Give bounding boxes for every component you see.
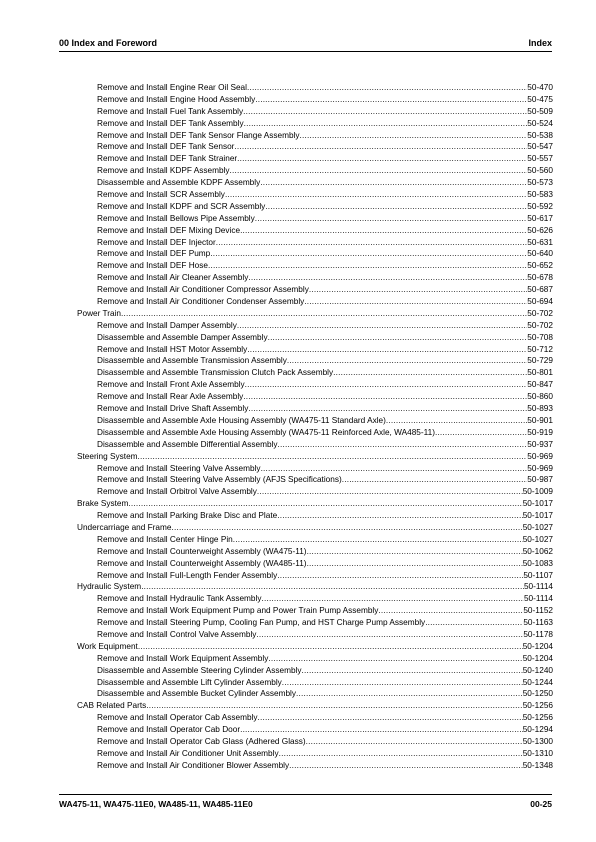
toc-entry-page: 50-1300	[522, 736, 553, 746]
table-of-contents	[77, 82, 553, 772]
toc-entry-title: Steering System	[77, 451, 138, 461]
dot-leader	[171, 522, 522, 534]
dot-leader	[141, 581, 524, 593]
dot-leader	[304, 296, 527, 308]
dot-leader	[261, 463, 528, 475]
toc-entry-page: 50-1294	[522, 725, 553, 735]
dot-leader	[243, 391, 527, 403]
page-footer	[59, 798, 552, 811]
toc-entry[interactable]	[77, 177, 553, 189]
dot-leader	[240, 724, 523, 736]
toc-entry-page: 50-1017	[522, 511, 553, 521]
dot-leader	[255, 94, 527, 106]
toc-entry[interactable]	[77, 403, 553, 415]
toc-entry[interactable]	[77, 617, 553, 629]
toc-entry[interactable]	[77, 474, 553, 486]
toc-entry-title: Remove and Install Counterweight Assembly (WA475-11)	[97, 546, 307, 556]
toc-entry-title: Remove and Install Steering Valve Assembly	[97, 463, 261, 473]
toc-entry-page: 50-678	[527, 273, 553, 283]
toc-entry-page: 50-901	[527, 415, 553, 425]
header-index-label: Index	[528, 38, 552, 48]
dot-leader	[248, 403, 527, 415]
toc-entry[interactable]	[77, 534, 553, 546]
toc-entry-page: 50-1009	[522, 487, 553, 497]
toc-entry-title: Remove and Install Rear Axle Assembly	[97, 392, 244, 402]
toc-entry[interactable]	[77, 510, 553, 522]
dot-leader	[282, 677, 523, 689]
dot-leader	[302, 665, 523, 677]
dot-leader	[265, 201, 527, 213]
dot-leader	[216, 237, 528, 249]
toc-entry[interactable]	[77, 320, 553, 332]
toc-entry-title: Remove and Install Damper Assembly	[97, 320, 237, 330]
toc-entry[interactable]	[77, 629, 553, 641]
dot-leader	[138, 451, 528, 463]
toc-entry-title: Remove and Install HST Motor Assembly	[97, 344, 248, 354]
toc-section-entry[interactable]	[77, 308, 553, 320]
toc-entry-title: Disassemble and Assemble Lift Cylinder Assembly	[97, 677, 282, 687]
toc-entry-page: 50-712	[527, 344, 553, 354]
dot-leader	[234, 141, 527, 153]
toc-entry[interactable]	[77, 367, 553, 379]
toc-entry-title: Remove and Install Fuel Tank Assembly	[97, 106, 244, 116]
toc-entry-title: Disassemble and Assemble Transmission Assembly	[97, 356, 287, 366]
toc-entry-title: CAB Related Parts	[77, 701, 147, 711]
dot-leader	[255, 213, 528, 225]
toc-entry-page: 50-919	[527, 427, 553, 437]
toc-entry-page: 50-631	[527, 237, 553, 247]
toc-entry[interactable]	[77, 677, 553, 689]
toc-entry-title: Remove and Install Operator Cab Assembly	[97, 713, 258, 723]
toc-entry[interactable]	[77, 593, 553, 605]
dot-leader	[261, 593, 523, 605]
toc-entry[interactable]	[77, 736, 553, 748]
toc-entry-page: 50-969	[527, 463, 553, 473]
toc-entry-page: 50-937	[527, 439, 553, 449]
toc-entry-title: Remove and Install DEF Hose	[97, 261, 208, 271]
header-rule	[59, 51, 552, 52]
dot-leader	[260, 177, 527, 189]
toc-entry-title: Remove and Install Bellows Pipe Assembly	[97, 213, 255, 223]
toc-entry-page: 50-801	[527, 368, 553, 378]
toc-entry[interactable]	[77, 665, 553, 677]
toc-entry-page: 50-687	[527, 285, 553, 295]
toc-entry-title: Disassemble and Assemble Transmission Clutch Pack Assembly	[97, 368, 334, 378]
dot-leader	[247, 344, 527, 356]
toc-entry[interactable]	[77, 439, 553, 451]
toc-entry[interactable]	[77, 427, 553, 439]
toc-entry-title: Remove and Install Steering Pump, Cooling Fan Pump, and HST Charge Pump Assembly	[97, 618, 426, 628]
toc-entry-title: Remove and Install Full-Length Fender Assembly	[97, 570, 278, 580]
toc-entry[interactable]	[77, 415, 553, 427]
toc-entry[interactable]	[77, 82, 553, 94]
toc-entry-title: Remove and Install SCR Assembly	[97, 190, 225, 200]
toc-entry-title: Remove and Install Work Equipment Pump and Power Train Pump Assembly	[97, 606, 379, 616]
toc-entry-title: Disassemble and Assemble Axle Housing Assembly (WA475-11 Standard Axle)	[97, 415, 386, 425]
toc-entry-page: 50-893	[527, 404, 553, 414]
dot-leader	[307, 546, 523, 558]
toc-entry-page: 50-1114	[523, 582, 553, 592]
toc-entry[interactable]	[77, 653, 553, 665]
toc-entry-page: 50-1114	[523, 594, 553, 604]
dot-leader	[378, 605, 523, 617]
toc-entry[interactable]	[77, 165, 553, 177]
page-header	[59, 37, 552, 50]
toc-entry-page: 50-1083	[522, 558, 553, 568]
toc-entry-page: 50-1240	[522, 665, 553, 675]
toc-entry[interactable]	[77, 213, 553, 225]
toc-entry-page: 50-640	[527, 249, 553, 259]
toc-entry-page: 50-1027	[522, 534, 553, 544]
toc-entry-title: Remove and Install DEF Tank Assembly	[97, 118, 244, 128]
toc-entry[interactable]	[77, 106, 553, 118]
dot-leader	[230, 165, 528, 177]
toc-entry-page: 50-560	[527, 166, 553, 176]
footer-model-list: WA475-11, WA475-11E0, WA485-11, WA485-11E0	[59, 799, 253, 809]
toc-entry-page: 50-702	[527, 308, 553, 318]
toc-entry-title: Remove and Install DEF Injector	[97, 237, 216, 247]
toc-entry-page: 50-694	[527, 297, 553, 307]
toc-section-entry[interactable]	[77, 700, 553, 712]
toc-section-entry[interactable]	[77, 522, 553, 534]
dot-leader	[386, 415, 527, 427]
toc-entry[interactable]	[77, 748, 553, 760]
toc-entry-page: 50-557	[527, 154, 553, 164]
toc-entry[interactable]	[77, 189, 553, 201]
toc-entry[interactable]	[77, 688, 553, 700]
toc-entry-page: 50-987	[527, 475, 553, 485]
toc-entry-page: 50-509	[527, 106, 553, 116]
toc-entry[interactable]	[77, 605, 553, 617]
dot-leader	[247, 82, 527, 94]
toc-entry[interactable]	[77, 237, 553, 249]
toc-entry-title: Disassemble and Assemble Differential Assembly	[97, 439, 278, 449]
toc-entry[interactable]	[77, 153, 553, 165]
toc-entry-page: 50-860	[527, 392, 553, 402]
toc-entry-title: Remove and Install Front Axle Assembly	[97, 380, 245, 390]
toc-entry[interactable]	[77, 391, 553, 403]
dot-leader	[210, 248, 527, 260]
toc-entry-page: 50-1256	[522, 713, 553, 723]
toc-entry[interactable]	[77, 379, 553, 391]
dot-leader	[225, 189, 527, 201]
dot-leader	[277, 570, 523, 582]
toc-entry-page: 50-1204	[522, 653, 553, 663]
toc-entry[interactable]	[77, 201, 553, 213]
toc-entry-title: Remove and Install Operator Cab Door	[97, 725, 241, 735]
toc-entry[interactable]	[77, 296, 553, 308]
toc-entry-title: Remove and Install Operator Cab Glass (Adhered Glass)	[97, 736, 306, 746]
toc-entry-title: Remove and Install Drive Shaft Assembly	[97, 404, 249, 414]
toc-entry-title: Remove and Install Orbitrol Valve Assembly	[97, 487, 257, 497]
dot-leader	[342, 474, 528, 486]
header-section-title: 00 Index and Foreword	[59, 38, 158, 48]
dot-leader	[289, 760, 523, 772]
dot-leader	[138, 641, 523, 653]
dot-leader	[208, 260, 527, 272]
toc-section-entry[interactable]	[77, 581, 553, 593]
dot-leader	[425, 617, 523, 629]
dot-leader	[278, 439, 528, 451]
toc-entry-page: 50-592	[527, 201, 553, 211]
toc-entry-title: Brake System	[77, 499, 129, 509]
toc-entry-title: Remove and Install Engine Rear Oil Seal	[97, 83, 247, 92]
toc-entry-title: Remove and Install Center Hinge Pin	[97, 534, 233, 544]
dot-leader	[146, 700, 522, 712]
toc-entry[interactable]	[77, 248, 553, 260]
toc-entry-page: 50-538	[527, 130, 553, 140]
toc-entry[interactable]	[77, 260, 553, 272]
dot-leader	[279, 748, 523, 760]
toc-entry-page: 50-1256	[522, 701, 553, 711]
toc-entry[interactable]	[77, 760, 553, 772]
toc-entry-page: 50-969	[527, 451, 553, 461]
toc-entry-page: 50-1310	[522, 748, 553, 758]
dot-leader	[307, 558, 523, 570]
toc-section-entry[interactable]	[77, 451, 553, 463]
toc-entry-page: 50-1062	[522, 546, 553, 556]
toc-entry-title: Remove and Install Control Valve Assembly	[97, 629, 257, 639]
dot-leader	[277, 510, 523, 522]
dot-leader	[435, 427, 527, 439]
toc-entry-title: Remove and Install Air Conditioner Compressor Assembly	[97, 285, 309, 295]
toc-entry-page: 50-1152	[523, 606, 553, 616]
dot-leader	[258, 712, 523, 724]
toc-entry-title: Remove and Install Steering Valve Assembly (AFJS Specifications)	[97, 475, 342, 485]
toc-entry-page: 50-1027	[522, 522, 553, 532]
toc-entry-page: 50-1348	[522, 760, 553, 770]
toc-entry-title: Disassemble and Assemble Bucket Cylinder Assembly	[97, 689, 297, 699]
toc-entry-title: Remove and Install Counterweight Assembly (WA485-11)	[97, 558, 307, 568]
toc-entry-title: Remove and Install Air Conditioner Unit Assembly	[97, 748, 279, 758]
toc-entry-page: 50-1163	[523, 618, 553, 628]
toc-entry-page: 50-547	[527, 142, 553, 152]
toc-entry-title: Power Train	[77, 308, 122, 318]
toc-entry[interactable]	[77, 272, 553, 284]
toc-entry-title: Remove and Install DEF Tank Sensor	[97, 142, 235, 152]
toc-entry-title: Remove and Install KDPF and SCR Assembly	[97, 201, 266, 211]
toc-entry-page: 50-583	[527, 190, 553, 200]
toc-entry-page: 50-1017	[522, 499, 553, 509]
toc-entry-page: 50-617	[527, 213, 553, 223]
toc-entry-title: Disassemble and Assemble Steering Cylinder Assembly	[97, 665, 302, 675]
dot-leader	[233, 534, 523, 546]
toc-entry[interactable]	[77, 94, 553, 106]
dot-leader	[243, 106, 527, 118]
toc-entry-page: 50-626	[527, 225, 553, 235]
toc-entry-title: Remove and Install Hydraulic Tank Assembly	[97, 594, 262, 604]
footer-rule	[59, 794, 552, 795]
toc-entry-page: 50-652	[527, 261, 553, 271]
toc-entry-page: 50-847	[527, 380, 553, 390]
dot-leader	[244, 118, 528, 130]
toc-entry[interactable]	[77, 558, 553, 570]
toc-entry[interactable]	[77, 225, 553, 237]
toc-entry-title: Remove and Install Air Cleaner Assembly	[97, 273, 249, 283]
toc-entry-title: Remove and Install DEF Tank Sensor Flange Assembly	[97, 130, 300, 140]
toc-entry[interactable]	[77, 570, 553, 582]
toc-entry-page: 50-1178	[523, 629, 553, 639]
toc-entry-page: 50-1204	[522, 641, 553, 651]
toc-entry[interactable]	[77, 712, 553, 724]
toc-entry-title: Remove and Install Air Conditioner Condenser Assembly	[97, 297, 305, 307]
toc-entry-title: Remove and Install Air Conditioner Blower Assembly	[97, 760, 290, 770]
toc-entry[interactable]	[77, 344, 553, 356]
toc-entry-title: Hydraulic System	[77, 582, 142, 592]
toc-entry-title: Work Equipment	[77, 641, 138, 651]
toc-section-entry[interactable]	[77, 641, 553, 653]
toc-entry-page: 50-470	[527, 83, 553, 92]
dot-leader	[245, 379, 528, 391]
toc-entry[interactable]	[77, 141, 553, 153]
toc-entry-page: 50-1107	[523, 570, 553, 580]
toc-entry-page: 50-729	[527, 356, 553, 366]
dot-leader	[248, 272, 527, 284]
toc-entry-title: Remove and Install DEF Pump	[97, 249, 211, 259]
toc-entry-title: Remove and Install KDPF Assembly	[97, 166, 230, 176]
toc-entry-title: Disassemble and Assemble Damper Assembly	[97, 332, 268, 342]
dot-leader	[300, 130, 528, 142]
dot-leader	[121, 308, 527, 320]
toc-entry-title: Undercarriage and Frame	[77, 522, 172, 532]
dot-leader	[237, 153, 527, 165]
page-number: 00-25	[530, 799, 552, 809]
toc-entry[interactable]	[77, 332, 553, 344]
toc-entry-title: Remove and Install DEF Mixing Device	[97, 225, 241, 235]
dot-leader	[309, 284, 527, 296]
toc-entry-page: 50-475	[527, 94, 553, 104]
toc-entry-title: Disassemble and Assemble Axle Housing Assembly (WA475-11 Reinforced Axle, WA485-11)	[97, 427, 435, 437]
toc-entry-title: Remove and Install Engine Hood Assembly	[97, 94, 256, 104]
toc-entry-page: 50-702	[527, 320, 553, 330]
toc-entry[interactable]	[77, 118, 553, 130]
dot-leader	[256, 629, 523, 641]
dot-leader	[240, 225, 527, 237]
dot-leader	[306, 736, 523, 748]
toc-entry[interactable]	[77, 355, 553, 367]
toc-entry-title: Disassemble and Assemble KDPF Assembly	[97, 178, 261, 188]
toc-entry[interactable]	[77, 486, 553, 498]
toc-entry[interactable]	[77, 546, 553, 558]
toc-entry[interactable]	[77, 724, 553, 736]
toc-section-entry[interactable]	[77, 498, 553, 510]
toc-entry[interactable]	[77, 130, 553, 142]
dot-leader	[268, 332, 528, 344]
dot-leader	[268, 653, 522, 665]
toc-entry-page: 50-524	[527, 118, 553, 128]
dot-leader	[287, 355, 527, 367]
toc-entry-title: Remove and Install Parking Brake Disc and Plate	[97, 511, 278, 521]
toc-entry-page: 50-1244	[522, 677, 553, 687]
toc-entry-title: Remove and Install Work Equipment Assembly	[97, 653, 269, 663]
toc-entry-page: 50-1250	[522, 689, 553, 699]
toc-entry-page: 50-573	[527, 178, 553, 188]
dot-leader	[296, 688, 523, 700]
toc-entry-title: Remove and Install DEF Tank Strainer	[97, 154, 238, 164]
dot-leader	[128, 498, 522, 510]
toc-entry-page: 50-708	[527, 332, 553, 342]
dot-leader	[257, 486, 523, 498]
dot-leader	[333, 367, 527, 379]
dot-leader	[237, 320, 527, 332]
toc-entry[interactable]	[77, 284, 553, 296]
toc-entry[interactable]	[77, 463, 553, 475]
